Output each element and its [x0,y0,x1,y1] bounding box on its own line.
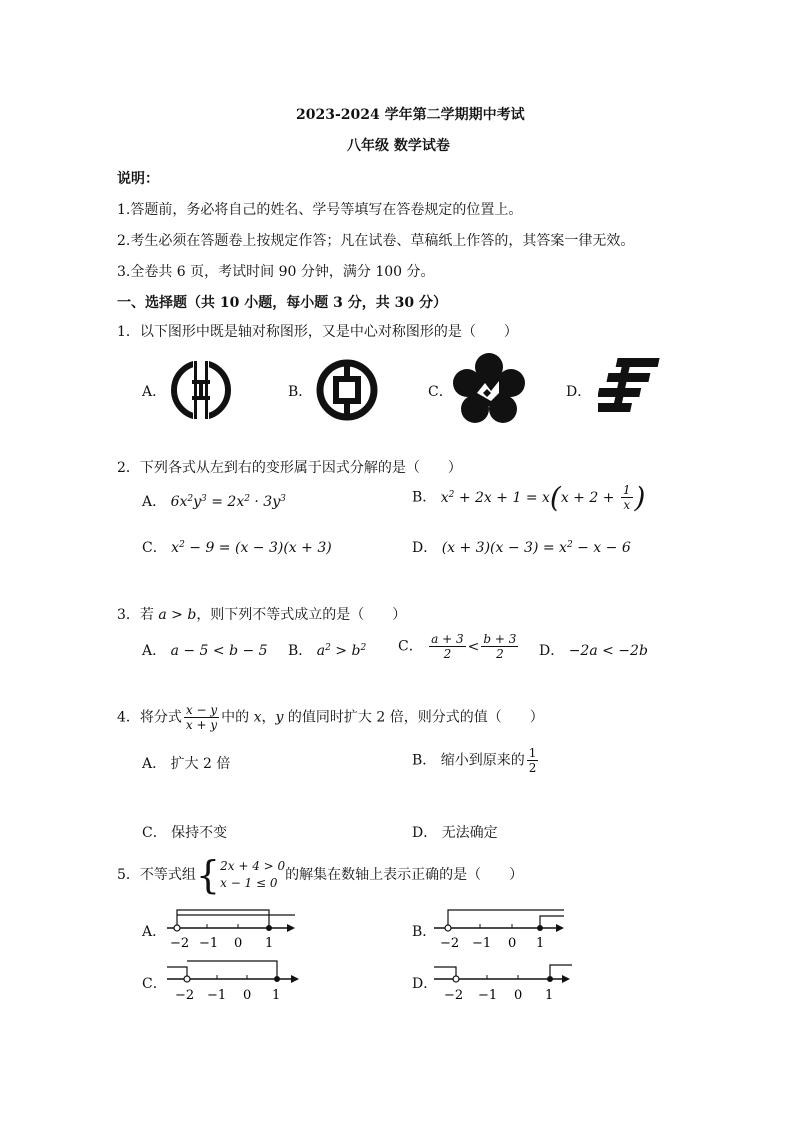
q3-option-b [288,640,366,660]
q3-option-a [142,640,268,660]
instructions-heading: 说明： [117,171,159,187]
exam-title: 2023-2024 学年第二学期期中考试 [296,107,525,123]
q5-option-d-label: D． [412,976,438,992]
coin-logo-icon [314,358,380,422]
q2-option-d [412,537,631,557]
q5-option-b-label: B． [412,924,437,940]
q3-option-c [398,632,520,661]
number-line-a [165,902,300,952]
instruction-item: 3.全卷共 6 页，考试时间 90 分钟，满分 100 分。 [117,264,435,280]
option-label: B． [412,489,437,506]
tick-label: −1 [207,988,227,1003]
option-label: D． [412,540,438,556]
flower-logo-icon [453,353,525,425]
tick-label: −2 [170,936,190,951]
q4-option-b: B． 缩小到原来的 $\frac{1}{2}$ [412,746,537,775]
option-label: C． [142,825,167,841]
tick-label: −2 [444,988,464,1003]
instruction-item: 2.考生必须在答题卷上按规定作答；凡在试卷、草稿纸上作答的，其答案一律无效。 [117,233,635,249]
question-2-stem: 2．下列各式从左到右的变形属于因式分解的是（ ） [117,460,462,476]
math-expression: a − 5 < b − 5 [170,643,268,659]
instruction-item: 1.答题前，务必将自己的姓名、学号等填写在答卷规定的位置上。 [117,202,523,218]
option-label: C． [398,638,423,655]
q4-option-d: D． 无法确定 [412,825,498,841]
tick-label: 0 [243,988,252,1003]
tick-label: −2 [175,988,195,1003]
stripes-logo-icon [598,356,664,420]
option-label: B． [288,643,313,659]
q3-option-d [539,640,648,660]
math-expression: $x^2 + 2x + 1 = x(x + 2$ + $\frac{1}{x}$ ) [440,480,646,514]
number-line-b [432,902,572,952]
q5-option-c-label: C． [142,976,167,992]
tick-label: 1 [272,988,281,1003]
option-label: A． [142,494,167,510]
tick-label: 0 [514,988,523,1003]
section-heading: 一、选择题（共 10 小题，每小题 3 分，共 30 分） [117,295,447,311]
question-5-stem: 5．不等式组{ 2x + 4 > 0 x − 1 ≤ 0 的解集在数轴上表示正确的是（ ） [117,853,524,897]
tick-label: −1 [472,936,492,951]
question-1-stem: 1．以下图形中既是轴对称图形，又是中心对称图形的是（ ） [117,324,518,340]
tick-label: −2 [440,936,460,951]
q1-option-d-label: D． [566,384,592,400]
math-expression: $\frac{a + 3}{2}$ < $\frac{b + 3}{2}$ [431,632,517,661]
tick-label: 1 [536,936,545,951]
number-line-c [165,955,305,1005]
q2-option-b [412,480,646,514]
question-3-stem: 3．若 a > b，则下列不等式成立的是（ ） [117,607,407,623]
q4-option-c: C． 保持不变 [142,825,228,841]
option-label: A． [142,643,167,659]
math-expression: $x^2 - 9 = (x - 3)(x + 3)$ [171,540,332,556]
question-4-stem: 4．将分式 $\frac{x - y}{x + y}$ 中的 x，y 的值同时扩大 2 倍，则分式的值（ ） [117,703,544,732]
math-expression: $6x^2y^3 = 2x^2 \cdot 3y^3$ [170,494,286,510]
q2-option-a [142,491,286,511]
q1-option-a-label: A． [142,384,167,400]
math-expression: $(x + 3)(x - 3) = x^2 - x - 6$ [441,540,631,556]
option-label: D． [412,825,438,841]
math-expression: −2a < −2b [568,643,648,659]
tick-label: 0 [234,936,243,951]
option-label: D． [539,643,565,659]
math-expression: $a^2 > b^2$ [316,643,367,659]
q5-option-a-label: A． [142,924,167,940]
option-label: C． [142,540,167,556]
q2-option-c [142,537,332,557]
tick-label: 1 [265,936,274,951]
q4-option-a: A． 扩大 2 倍 [142,756,231,772]
tick-label: 1 [545,988,554,1003]
option-label: A． [142,756,167,772]
tick-label: −1 [199,936,219,951]
tick-label: 0 [508,936,517,951]
q1-option-b-label: B． [288,384,313,400]
exam-subtitle: 八年级 数学试卷 [347,138,450,154]
number-line-d [432,955,577,1005]
bank-logo-icon [168,358,234,422]
option-label: B． [412,752,437,769]
tick-label: −1 [478,988,498,1003]
q1-option-c-label: C． [428,384,453,400]
